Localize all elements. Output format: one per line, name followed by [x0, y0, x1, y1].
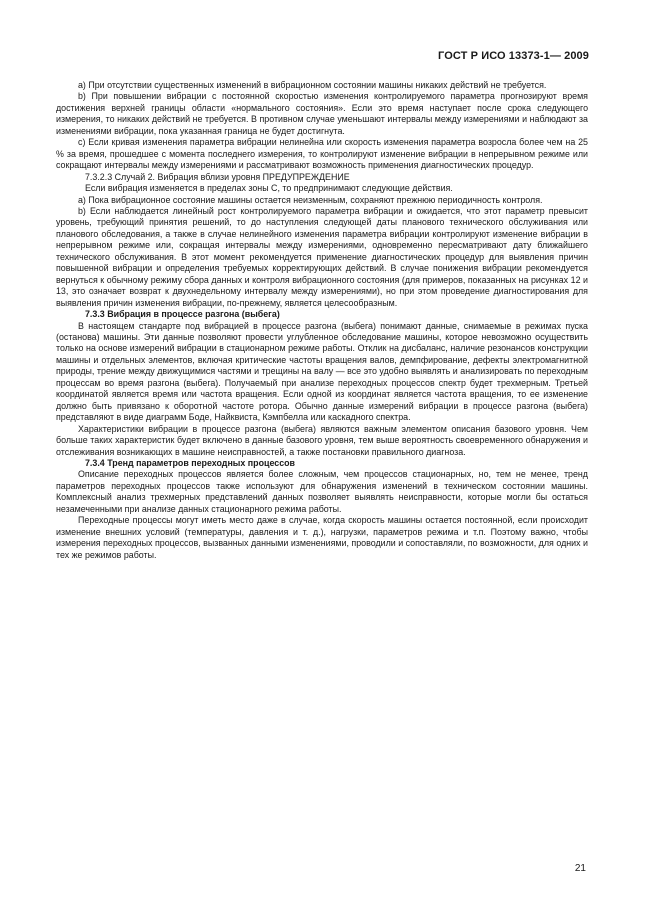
standard-header: ГОСТ Р ИСО 13373-1— 2009 [438, 50, 589, 62]
page-number: 21 [574, 863, 586, 874]
paragraph-b2: b) Если наблюдается линейный рост контролируемого параметра вибрации и ожидается, что этот параметр превысит уровень, требующий принятия решений, то до наступления следующей даты планового технического обслуживания или планового обследования, а также в случае нелинейного изменения параметра вибрации контролируют изменение вибрации в непрерывном режиме или, сокращая интервалы между измерениями, одновременно пересматривают дату ближайшего технического обслуживания. В этот момент рекомендуется применение диагностических процедур для выявления причин повышенной вибрации и определения требуемых корректирующих действий. В случае понижения вибрации рекомендуется вернуться к обычному режиму сбора данных и контроля вибрационного состояния (для примеров, показанных на рисунках 12 и 13, это означает возврат к двухнедельному интервалу между измерениями), но при этом проведение диагностирования для выявления причин изменения вибрации, по-прежнему, является целесообразным. [56, 205, 588, 308]
paragraph-zone-c: Если вибрация изменяется в пределах зоны C, то предпринимают следующие действия. [85, 183, 453, 194]
section-7-3-3-heading: 7.3.3 Вибрация в процессе разгона (выбега) [85, 309, 280, 320]
paragraph-c1: c) Если кривая изменения параметра вибрации нелинейна или скорость изменения параметра возросла более чем на 25 % за время, прошедшее с момента последнего измерения, то контролируют изменение вибрации в непрерывном режиме или сокращают интервалы между измерениями и рассматривают возможность применения диагностических процедур. [56, 137, 588, 171]
document-body [56, 80, 588, 561]
paragraph-runup-1: В настоящем стандарте под вибрацией в процессе разгона (выбега) понимают данные, снимаемые в режимах пуска (останова) машины. Эти данные позволяют провести углубленное обследование машины, которое невозможно осуществить только на основе измерений вибрации в стационарном режиме работы. Отклик на дисбаланс, наличие резонансов конструкции машины и отдельных элементов, включая критические частоты вращения валов, демпфирование, дефекты электромагнитной природы, трение между движущимися частями и трещины на валу — все это удобно выявлять и анализировать по переходным процессам во время разгона (выбега). Получаемый при анализе переходных процессов спектр будет трехмерным. Третьей координатой является время или частота вращения. Если одной из координат является частота вращения, то ее изменение должно быть привязано к оборотной частоте ротора. Обычно данные измерений вибрации в процессе разгона (выбега) представляют в виде диаграмм Боде, Найквиста, Кэмпбелла или каскадного спектра. [56, 320, 588, 423]
paragraph-runup-2: Характеристики вибрации в процессе разгона (выбега) являются важным элементом описания базового уровня. Чем больше таких характеристик будет включено в данные базового уровня, тем выше вероятность своевременного обнаружения и отслеживания возникающих в машине неисправностей, а также постановки правильного диагноза. [56, 423, 588, 457]
section-7-3-2-3-heading: 7.3.2.3 Случай 2. Вибрация вблизи уровня ПРЕДУПРЕЖДЕНИЕ [85, 171, 350, 182]
paragraph-transient-1: Описание переходных процессов является более сложным, чем процессов стационарных, но, тем не менее, тренд параметров переходных процессов также используют для обнаружения изменений в техническом состоянии машины. Комплексный анализ трехмерных представлений данных позволяет выявлять неисправности, которые могли бы остаться незамеченными при анализе данных стационарного режима работы. [56, 469, 588, 514]
paragraph-a1: a) При отсутствии существенных изменений в вибрационном состоянии машины никаких действий не требуется. [78, 80, 547, 90]
paragraph-transient-2: Переходные процессы могут иметь место даже в случае, когда скорость машины остается постоянной, если происходит изменение внешних условий (температуры, давления и т. д.), нагрузки, параметров режима и т.п. Поэтому важно, чтобы измерения переходных процессов, вызванных данными изменениями, проводили и сопоставляли, по возможности, для одних и тех же режимов работы. [56, 515, 588, 560]
paragraph-b1: b) При повышении вибрации с постоянной скоростью изменения контролируемого параметра прогнозируют время достижения верхней границы области «нормального состояния». Если это время наступает после срока следующего измерения, то никаких действий не требуется. В противном случае уменьшают интервалы между измерениями и наблюдают за изменениями вибрации, пока указанная граница не будет достигнута. [56, 91, 588, 136]
paragraph-a2: a) Пока вибрационное состояние машины остается неизменным, сохраняют прежнюю периодичность контроля. [78, 194, 543, 205]
section-7-3-4-heading: 7.3.4 Тренд параметров переходных процессов [85, 457, 296, 468]
